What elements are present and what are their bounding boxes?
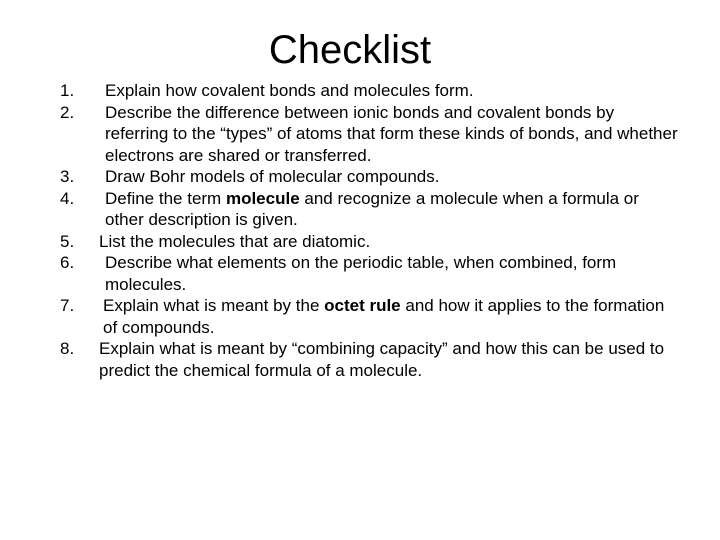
page-title: Checklist bbox=[268, 28, 432, 72]
list-item bbox=[60, 102, 680, 167]
item-text: Describe the difference between ionic bonds and covalent bonds by referring to the “types” of atoms that form these kinds of bonds, and whether electrons are shared or transferred. bbox=[105, 102, 678, 165]
item-number: 5. bbox=[60, 231, 75, 251]
item-number: 6. bbox=[60, 253, 75, 272]
item-text bbox=[60, 188, 680, 231]
item-text: Draw Bohr models of molecular compounds. bbox=[105, 167, 440, 186]
list-item bbox=[60, 231, 680, 253]
item-text-before: Define the term bbox=[105, 188, 226, 208]
bold-term-octet-rule: octet rule bbox=[324, 296, 401, 315]
item-text-after: and how it applies to the formation of compounds. bbox=[103, 296, 665, 337]
item-number: 1. bbox=[60, 81, 75, 100]
item-number: 8. bbox=[60, 339, 75, 358]
item-text bbox=[60, 295, 680, 338]
item-text: List the molecules that are diatomic. bbox=[99, 231, 371, 251]
list-item bbox=[60, 295, 680, 338]
item-number: 2. bbox=[60, 102, 75, 122]
item-number: 3. bbox=[60, 167, 75, 186]
list-item bbox=[60, 166, 680, 188]
item-text-before: Explain what is meant by the bbox=[103, 296, 325, 315]
item-text: Explain what is meant by “combining capacity” and how this can be used to predict the chemical formula of a molecule. bbox=[99, 339, 665, 380]
list-item bbox=[60, 338, 680, 381]
list-item bbox=[60, 252, 680, 295]
item-number: 4. bbox=[60, 188, 75, 208]
list-item bbox=[60, 188, 680, 231]
bold-term-molecule: molecule bbox=[225, 188, 300, 208]
list-item bbox=[60, 80, 680, 102]
item-text: Explain how covalent bonds and molecules form. bbox=[105, 81, 474, 100]
item-text-after: and recognize a molecule when a formula or other description is given. bbox=[105, 188, 639, 229]
item-number: 7. bbox=[60, 296, 75, 315]
checklist bbox=[60, 80, 680, 381]
item-text: Describe what elements on the periodic table, when combined, form molecules. bbox=[105, 253, 617, 294]
